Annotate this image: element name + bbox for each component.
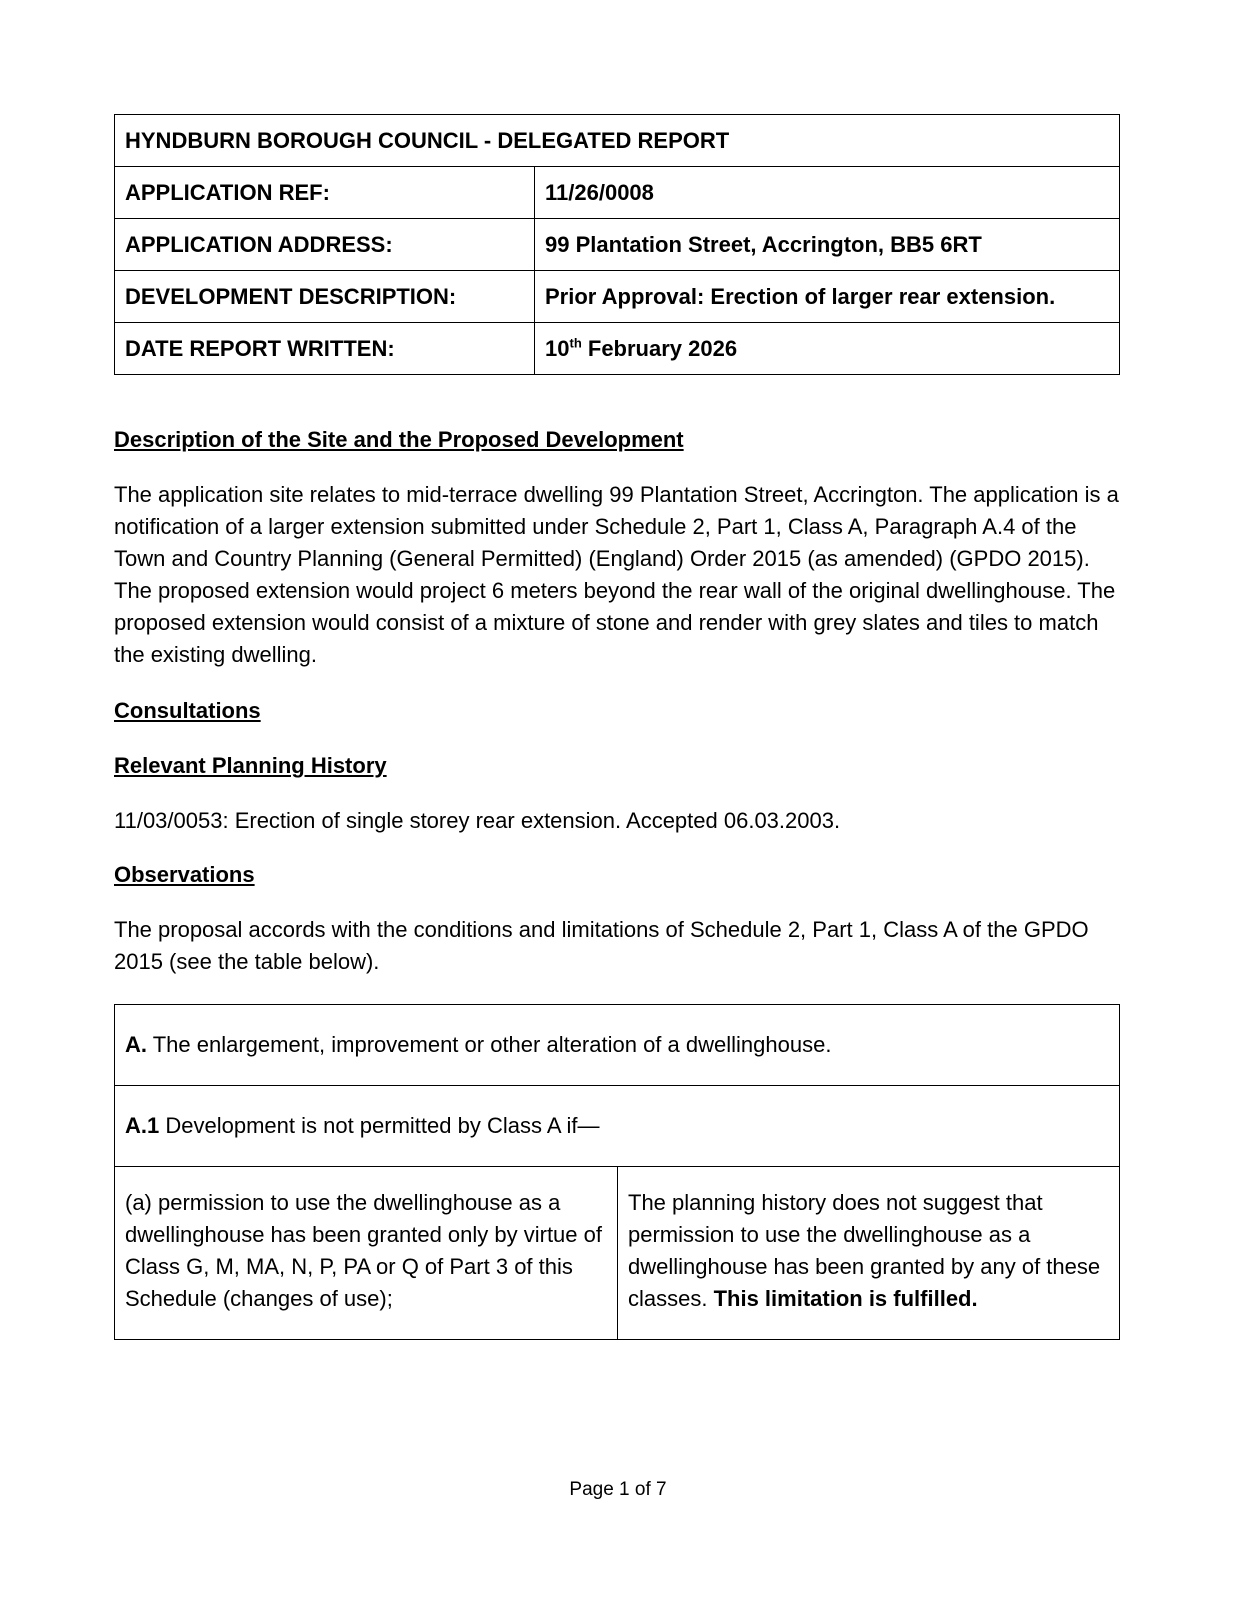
date-day: 10: [545, 335, 570, 361]
header-value-date: [535, 323, 1120, 375]
header-label: DEVELOPMENT DESCRIPTION:: [115, 271, 535, 323]
site-description-body: The application site relates to mid-terrace dwelling 99 Plantation Street, Accrington. The application is a notification of a larger extension submitted under Schedule 2, Part 1, Class A, Paragraph A.4 of the Town and Country Planning (General Permitted) (England) Order 2015 (as amended) (GPDO 2015). The proposed extension would project 6 meters beyond the rear wall of the original dwellinghouse. The proposed extension would consist of a mixture of stone and render with grey slates and tiles to match the existing dwelling.: [114, 482, 1119, 667]
header-title-row: [115, 115, 1120, 167]
date-month-year: February 2026: [581, 335, 738, 361]
class-a1-row: [115, 1086, 1120, 1167]
class-a1-label: A.1: [125, 1113, 160, 1138]
condition-a-assessment: [618, 1167, 1120, 1340]
consultations-heading: Consultations: [114, 698, 261, 723]
page-number: Page 1 of 7: [569, 1479, 667, 1500]
condition-a-text: (a) permission to use the dwellinghouse as a dwellinghouse has been granted only by virtue of Class G, M, MA, N, P, PA or Q of Part 3 of this Schedule (changes of use);: [115, 1167, 618, 1340]
planning-history-body: 11/03/0053: Erection of single storey rear extension. Accepted 06.03.2003.: [114, 808, 841, 833]
planning-history-heading: Relevant Planning History: [114, 753, 387, 778]
class-a-cell: [115, 1005, 1120, 1086]
date-ordinal: th: [569, 335, 582, 351]
class-a1-text: Development is not permitted by Class A if—: [159, 1113, 600, 1138]
class-a-text: The enlargement, improvement or other alteration of a dwellinghouse.: [147, 1032, 832, 1057]
header-row-ref: [115, 167, 1120, 219]
conditions-table: [114, 1004, 1120, 1340]
observations-body: The proposal accords with the conditions and limitations of Schedule 2, Part 1, Class A of the GPDO 2015 (see the table below).: [114, 917, 1089, 974]
header-value: Prior Approval: Erection of larger rear extension.: [535, 271, 1120, 323]
header-value: 11/26/0008: [535, 167, 1120, 219]
header-label: DATE REPORT WRITTEN:: [115, 323, 535, 375]
condition-a-row: [115, 1167, 1120, 1340]
assessment-conclusion: This limitation is fulfilled.: [713, 1286, 978, 1311]
class-a1-cell: [115, 1086, 1120, 1167]
header-value: 99 Plantation Street, Accrington, BB5 6RT: [535, 219, 1120, 271]
header-label: APPLICATION ADDRESS:: [115, 219, 535, 271]
observations-heading: Observations: [114, 862, 255, 887]
report-title: HYNDBURN BOROUGH COUNCIL - DELEGATED REPORT: [115, 115, 1120, 167]
assessment-text: The planning history does not suggest that permission to use the dwellinghouse as a dwellinghouse has been granted by any of these classes.: [628, 1190, 1101, 1311]
class-a-label: A.: [125, 1032, 147, 1057]
header-row-date: [115, 323, 1120, 375]
class-a-row: [115, 1005, 1120, 1086]
header-label: APPLICATION REF:: [115, 167, 535, 219]
header-row-address: [115, 219, 1120, 271]
site-description-heading: Description of the Site and the Proposed Development: [114, 427, 684, 452]
report-page: [114, 114, 1120, 1340]
report-header-table: [114, 114, 1120, 375]
header-row-description: [115, 271, 1120, 323]
